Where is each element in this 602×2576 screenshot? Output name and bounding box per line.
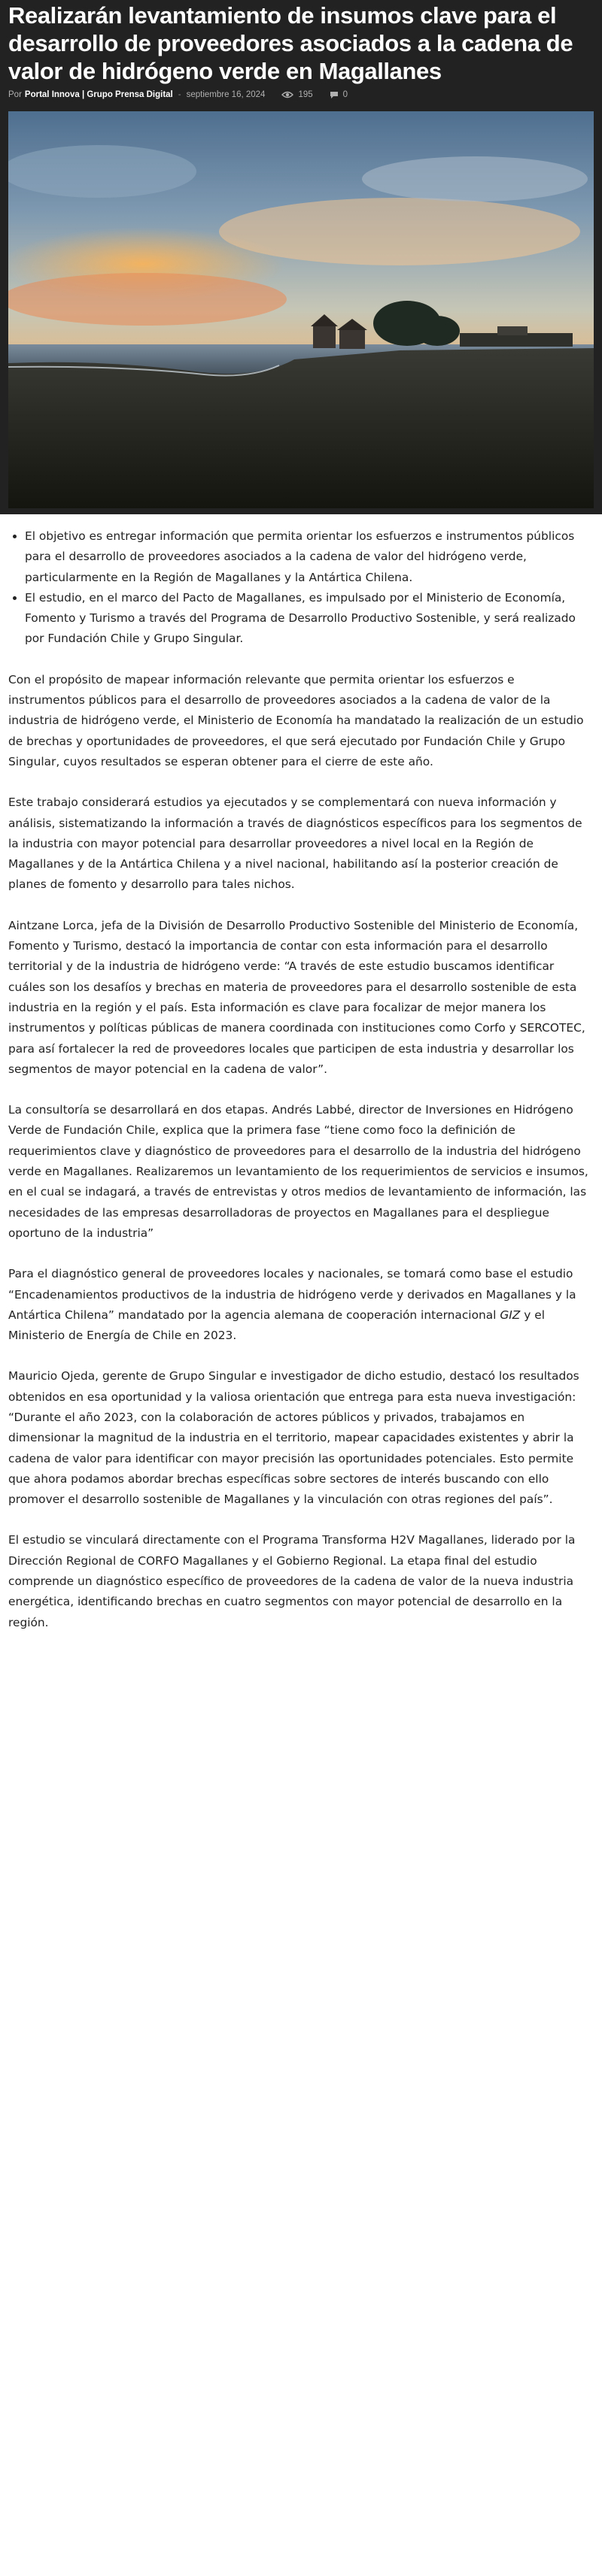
paragraph-text: Para el diagnóstico general de proveedores locales y nacionales, se tomará como base el estudio “Encadenamientos productivos de la industria de hidrógeno verde y derivados en Magallanes y la Antártica Chilena” mandatado por la agencia alemana de cooperación internacional [8,1267,576,1322]
landscape-photo-icon [8,111,594,508]
paragraph: Con el propósito de mapear información relevante que permita orientar los esfuerzos e instrumentos públicos para el desarrollo de proveedores asociados a la cadena de valor de la industria de hidrógeno verde, el Ministerio de Economía ha mandatado la realización de un estudio de brechas y oportunidades de proveedores, el que será ejecutado por Fundación Chile y Grupo Singular, cuyos resultados se esperan obtener para el cierre de este año. [8,672,584,768]
paragraph: Aintzane Lorca, jefa de la División de Desarrollo Productivo Sostenible del Ministerio de Economía, Fomento y Turismo, destacó la importancia de contar con esta información para el desarrollo territorial y de la industria de hidrógeno verde: “A través de este estudio buscamos identificar cuáles son los desafíos y brechas en materia de proveedores para el desarrollo sostenible de esta industria en la región y el país. Esta información es clave para focalizar de mejor manera los instrumentos y políticas públicas de manera coordinada con instituciones como Corfo y SERCOTEC, para así fortalecer la red de proveedores locales que participen de esta industria y desarrollar los segmentos de mayor potencial en la cadena de valor”. [8,918,585,1076]
paragraph: Mauricio Ojeda, gerente de Grupo Singular e investigador de dicho estudio, destacó los resultados obtenidos en esa oportunidad y la valiosa orientación que entrega para esta nueva investigación: “Durante el año 2023, con la colaboración de actores públicos y privados, trabajamos en dimensionar la magnitud de la industria en el territorio, mapear capacidades existentes y abrir la cadena de valor para identificar con mayor precisión las oportunidades potenciales. Esto permite que ahora podamos abordar brechas específicas sobre sectores de interés buscando con ello promover el desarrollo sostenible de Magallanes y la vinculación con otras regiones del país”. [8,1369,579,1507]
comment-icon [330,91,339,99]
views-count: 195 [298,90,313,99]
views-stat [281,90,312,99]
author-link[interactable]: Portal Innova | Grupo Prensa Digital [24,90,173,99]
paragraph: El estudio se vinculará directamente con el Programa Transforma H2V Magallanes, liderado por la Dirección Regional de CORFO Magallanes y el Gobierno Regional. La etapa final del estudio comprende un diagnóstico específico de proveedores de la cadena de valor de la nueva industria energética, identificando brechas en cuatro segmentos con mayor potencial de desarrollo en la región. [8,1533,576,1629]
publish-date: septiembre 16, 2024 [186,90,266,99]
summary-bullet: • El objetivo es entregar información que permita orientar los esfuerzos e instrumentos públicos para el desarrollo de proveedores asociados a la cadena de valor del hidrógeno verde, particularmente en la Región de Magallanes y la Antártica Chilena. [25,526,594,588]
hero-image [8,111,594,508]
paragraph-text: y el Ministerio de Energía de Chile en 2023. [8,1308,545,1343]
paragraph [8,1264,594,1346]
meta-separator: - [178,90,181,99]
article-title: Realizarán levantamiento de insumos clave para el desarrollo de proveedores asociados a la cadena de valor de hidrógeno verde en Magallanes [8,2,573,84]
comments-count: 0 [342,90,348,99]
paragraph: La consultoría se desarrollará en dos etapas. Andrés Labbé, director de Inversiones en Hidrógeno Verde de Fundación Chile, explica que la primera fase “tiene como foco la definición de requerimientos clave y diagnóstico de proveedores para el desarrollo de la industria del hidrógeno verde en Magallanes. Realizaremos un levantamiento de los requerimientos de servicios e insumos, en el cual se indagará, a través de entrevistas y otros medios de levantamiento de información, las necesidades de las empresas desarrolladoras de proyectos en Magallanes para el despliegue oportuno de la industria” [8,1103,588,1240]
article-body [8,526,594,1633]
article-meta [8,88,348,102]
summary-bullet: • El estudio, en el marco del Pacto de Magallanes, es impulsado por el Ministerio de Economía, Fomento y Turismo a través del Programa de Desarrollo Productivo Sostenible, y será realizado por Fundación Chile y Grupo Singular. [25,588,594,650]
paragraph: Este trabajo considerará estudios ya ejecutados y se complementará con nueva información y análisis, sistematizando la información a través de diagnósticos específicos para los segmentos de la industria con mayor potencial para desarrollar proveedores a nivel local en la Región de Magallanes y de la Antártica Chilena y a nivel nacional, habilitando así la posterior creación de planes de fomento y desarrollo para tales nichos. [8,796,582,892]
comments-stat[interactable] [330,90,348,99]
by-label: Por [8,90,22,99]
eye-icon [281,91,293,98]
emphasis-giz: GIZ [500,1308,521,1322]
summary-list [8,526,594,650]
article-header [0,0,602,514]
